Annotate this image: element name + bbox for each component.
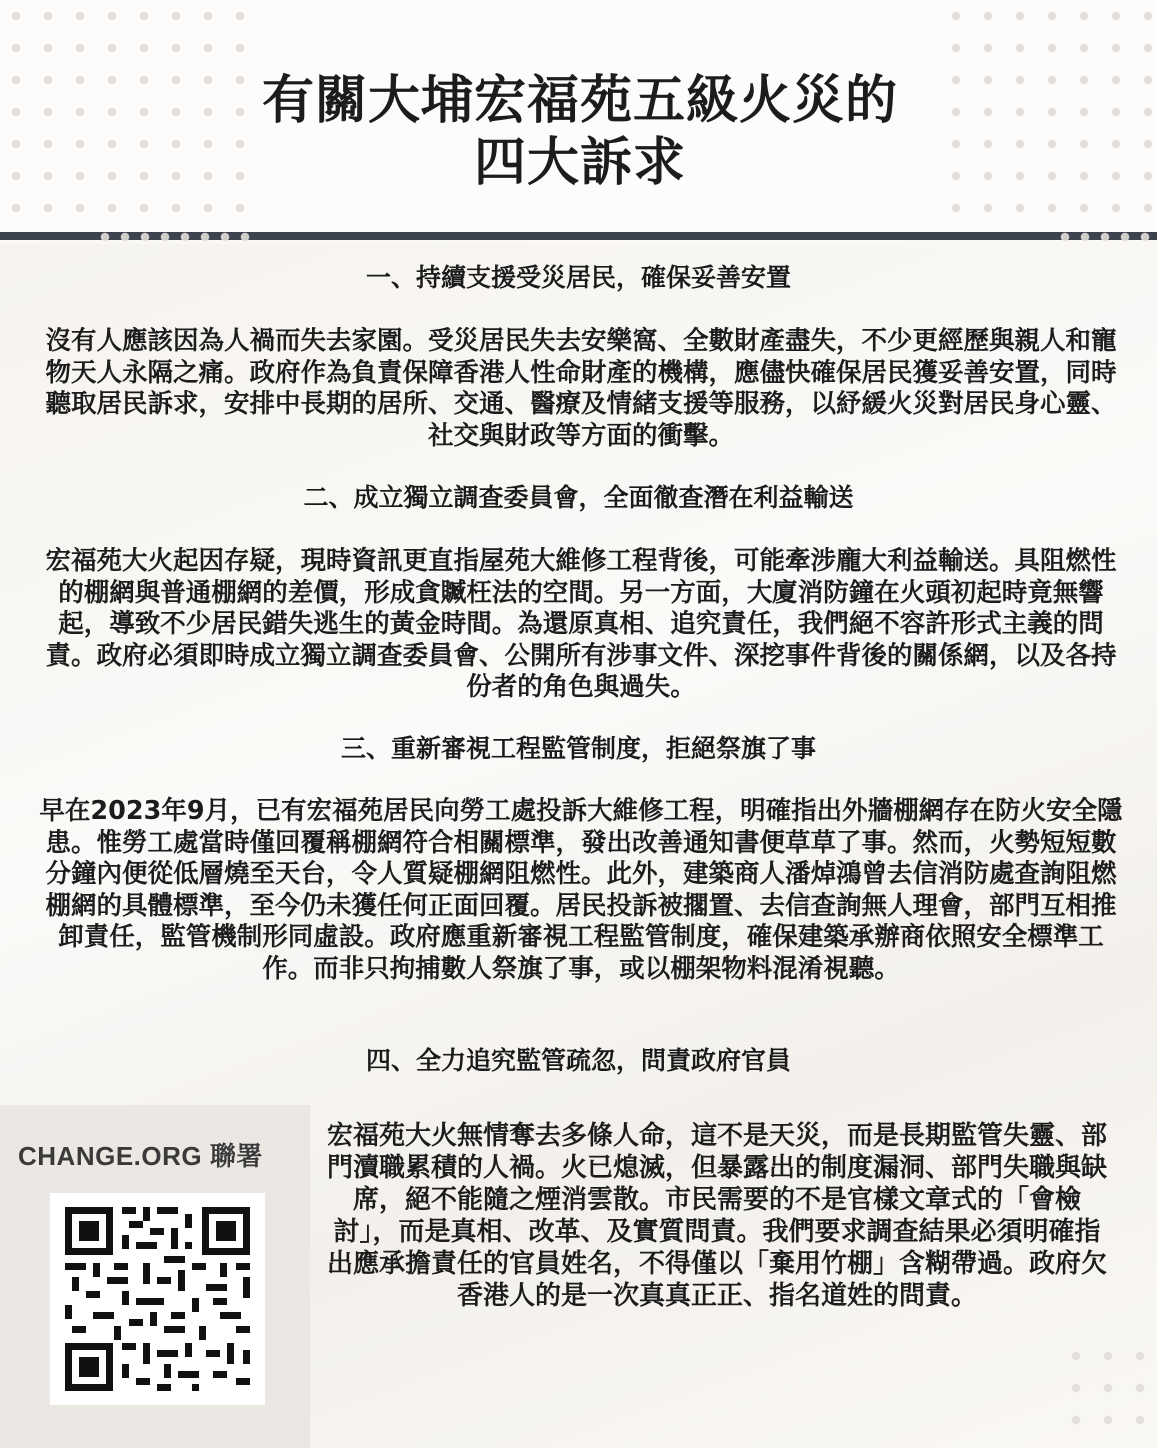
section-2-body: 宏福苑大火起因存疑，現時資訊更直指屋苑大維修工程背後，可能牽涉龐大利益輸送。具阻燃性的棚網與普通棚網的差價，形成貪贓枉法的空間。另一方面，大廈消防鐘在火頭初起時竟無響起，導致不少居民錯失逃生的黃金時間。為還原真相、追究責任，我們絕不容許形式主義的問責。政府必須即時成立獨立調查委員會、公開所有涉事文件、深挖事件背後的關係網，以及各持份者的角色與過失。 xyxy=(45,546,1117,702)
decorative-dots-bottom-right xyxy=(1060,1340,1157,1448)
section-4-heading: 四、全力追究監管疏忽，問責政府官員 xyxy=(365,1046,791,1075)
section-3-heading: 三、重新審視工程監管制度，拒絕祭旗了事 xyxy=(340,734,816,763)
title-line-2: 四大訴求 xyxy=(473,133,686,193)
section-4-body: 宏福苑大火無情奪去多條人命，這不是天災，而是長期監管失靈、部門瀆職累積的人禍。火已熄滅，但暴露出的制度漏洞、部門失職與缺席，絕不能隨之煙消雲散。市民需要的不是官樣文章式的「會檢討」，而是真相、改革、及實質問責。我們要求調查結果必須明確指出應承擔責任的官員姓名，不得僅以「棄用竹棚」含糊帶過。政府欠香港人的是一次真真正正、指名道姓的問責。 xyxy=(326,1121,1107,1311)
divider-dots-right xyxy=(1055,230,1155,244)
section-1-heading: 一、持續支援受災居民，確保妥善安置 xyxy=(365,263,791,292)
section-2-heading: 二、成立獨立調查委員會，全面徹查潛在利益輸送 xyxy=(303,483,854,512)
divider-dots-left xyxy=(95,230,255,244)
section-3-body: 早在2023年9月，已有宏福苑居民向勞工處投訴大維修工程，明確指出外牆棚網存在防火安全隱患。惟勞工處當時僅回覆稱棚網符合相關標準，發出改善通知書便草草了事。然而，火勢短短數分鐘內便從低層燒至天台，令人質疑棚網阻燃性。此外，建築商人潘焯鴻曾去信消防處查詢阻燃棚網的具體標準，至今仍未獲任何正面回覆。居民投訴被擱置、去信查詢無人理會，部門互相推卸責任，監管機制形同虛設。政府應重新審視工程監管制度，確保建築承辦商依照安全標準工作。而非只拘捕數人祭旗了事，或以棚架物料混淆視聽。 xyxy=(39,796,1123,984)
section-1-body: 沒有人應該因為人禍而失去家園。受災居民失去安樂窩、全數財產盡失，不少更經歷與親人和寵物天人永隔之痛。政府作為負責保障香港人性命財產的機構，應儘快確保居民獲妥善安置，同時聽取居民訴求，安排中長期的居所、交通、醫療及情緒支援等服務，以紓緩火災對居民身心靈、社交與財政等方面的衝擊。 xyxy=(45,326,1117,451)
change-org-label: CHANGE.ORG 聯署 xyxy=(18,1141,263,1171)
qr-code-icon[interactable] xyxy=(50,1193,265,1405)
title-line-1: 有關大埔宏福苑五級火災的 xyxy=(261,71,898,131)
page-title xyxy=(150,70,1010,194)
